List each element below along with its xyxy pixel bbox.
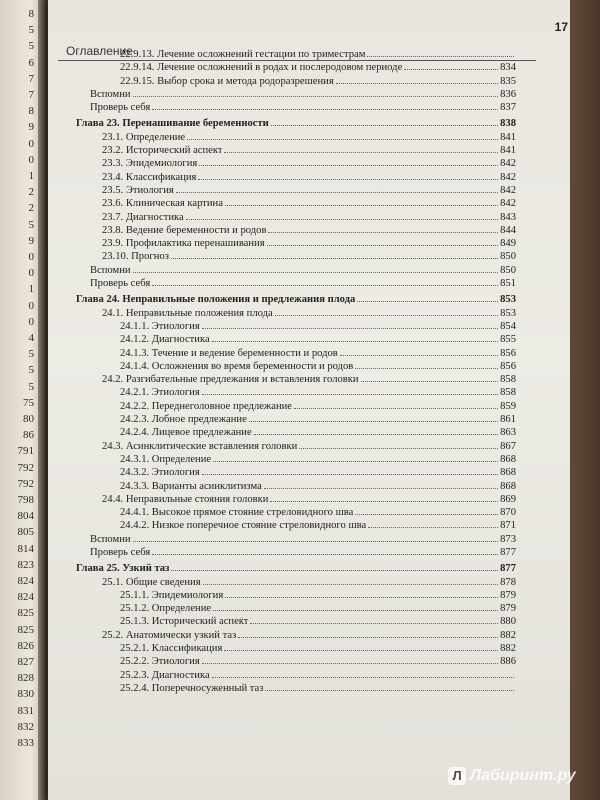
left-page-number: 830: [17, 688, 34, 701]
toc-entry-label: 25.1.2. Определение: [120, 603, 212, 615]
toc-entry-row: [76, 157, 516, 170]
toc-entry-page: 882: [500, 629, 516, 641]
toc-leader-dots: [267, 237, 499, 246]
left-page-number: 5: [28, 380, 34, 393]
toc-entry-page: 871: [500, 520, 516, 532]
left-page-number: 7: [28, 72, 34, 85]
left-page-number: 75: [23, 396, 34, 409]
toc-entry-label: 24.3.2. Этиология: [120, 467, 200, 479]
toc-entry-page: 842: [500, 198, 516, 210]
running-header-title: Оглавление: [66, 44, 133, 58]
toc-entry-page: 841: [500, 131, 516, 143]
toc-entry-page: 856: [500, 347, 516, 359]
toc-entry-label: 25.2.3. Диагностика: [120, 669, 210, 681]
left-page-number: 5: [28, 364, 34, 377]
toc-entry-page: 859: [500, 400, 516, 412]
toc-leader-dots: [238, 629, 498, 638]
toc-entry-page: 886: [500, 656, 516, 668]
left-page-number: 823: [17, 558, 34, 571]
left-page-number: 792: [17, 461, 34, 474]
toc-entry-page: 850: [500, 264, 516, 276]
toc-entry-label: Проверь себя: [90, 278, 151, 290]
toc-entry-row: [76, 347, 516, 360]
toc-entry-row: [76, 144, 516, 157]
toc-entry-row: [76, 682, 516, 695]
toc-leader-dots: [203, 576, 499, 585]
toc-entry-row: [76, 615, 516, 628]
toc-entry-label: Проверь себя: [90, 102, 151, 114]
toc-entry-page: 868: [500, 467, 516, 479]
left-page-number: 5: [28, 348, 34, 361]
toc-leader-dots: [213, 602, 498, 611]
toc-leader-dots: [133, 533, 499, 542]
toc-leader-dots: [368, 519, 498, 528]
left-page-number: 792: [17, 477, 34, 490]
watermark-text: Лабиринт.ру: [470, 767, 576, 784]
toc-entry-page: 869: [500, 493, 516, 505]
toc-leader-dots: [199, 157, 498, 166]
toc-entry-page: 873: [500, 533, 516, 545]
toc-leader-dots: [152, 277, 498, 286]
toc-entry-page: 879: [500, 589, 516, 601]
toc-entry-label: 22.9.14. Лечение осложнений в родах и послеродовом периоде: [120, 62, 403, 74]
toc-entry-label: 24.4.1. Высокое прямое стояние стреловидного шва: [120, 507, 354, 519]
toc-leader-dots: [171, 250, 498, 259]
toc-entry-row: [76, 237, 516, 250]
left-page-number: 804: [17, 510, 34, 523]
toc-leader-dots: [225, 197, 498, 206]
toc-leader-dots: [250, 615, 498, 624]
toc-leader-dots: [265, 682, 514, 691]
toc-leader-dots: [213, 453, 498, 462]
left-page-number: 5: [28, 40, 34, 53]
toc-leader-dots: [133, 264, 499, 273]
toc-entry-row: [76, 493, 516, 506]
left-page-number: 832: [17, 720, 34, 733]
left-page-number: 827: [17, 656, 34, 668]
left-page-number: 80: [23, 413, 34, 425]
toc-entry-label: 24.3. Асинклитические вставления головки: [102, 440, 298, 452]
toc-entry-row: [76, 48, 516, 61]
toc-entry-row: [76, 655, 516, 668]
toc-entry-label: 23.6. Клиническая картина: [102, 198, 223, 210]
left-page-number: 0: [28, 137, 34, 150]
toc-entry-row: [76, 426, 516, 439]
toc-entry-row: [76, 373, 516, 386]
left-page-number: 826: [17, 639, 34, 652]
toc-entry-label: 24.1.1. Этиология: [120, 320, 200, 332]
toc-entry-label: Вспомни: [90, 264, 131, 276]
toc-entry-label: 22.9.13. Лечение осложнений гестации по триместрам: [120, 49, 366, 60]
toc-entry-page: 837: [500, 102, 516, 114]
toc-entry-label: Вспомни: [90, 533, 131, 545]
left-page-number: 1: [28, 283, 34, 296]
left-page-number: 791: [17, 445, 34, 458]
left-page-number: 6: [28, 56, 34, 69]
toc-entry-page: 843: [500, 211, 516, 223]
toc-leader-dots: [198, 171, 498, 180]
toc-entry-label: 25.2.2. Этиология: [120, 656, 200, 668]
toc-leader-dots: [171, 562, 498, 571]
toc-entry-row: [76, 386, 516, 399]
toc-entry-label: Глава 23. Перенашивание беременности: [76, 118, 269, 130]
toc-entry-page: 853: [500, 307, 516, 319]
toc-entry-row: [76, 101, 516, 114]
toc-leader-dots: [275, 307, 498, 316]
toc-entry-row: [76, 440, 516, 453]
toc-entry-row: [76, 333, 516, 346]
toc-entry-page: 849: [500, 238, 516, 250]
toc-entry-page: 838: [500, 118, 516, 130]
toc-entry-label: 23.9. Профилактика перенашивания: [102, 238, 265, 250]
toc-entry-label: 22.9.15. Выбор срока и метода родоразрешения: [120, 75, 334, 87]
toc-entry-page: 861: [500, 414, 516, 426]
toc-entry-row: [76, 533, 516, 546]
toc-chapter-row: [76, 293, 516, 306]
toc-entry-label: 24.3.1. Определение: [120, 453, 212, 465]
toc-entry-row: [76, 61, 516, 74]
toc-leader-dots: [212, 669, 514, 678]
left-page-number: 0: [28, 153, 34, 166]
left-page-number: 8: [28, 8, 34, 20]
toc-entry-page: 858: [500, 374, 516, 386]
toc-entry-row: [76, 360, 516, 373]
toc-entry-label: 23.10. Прогноз: [102, 251, 169, 263]
toc-entry-label: 23.8. Ведение беременности и родов: [102, 224, 267, 236]
left-page-number: 2: [28, 202, 34, 215]
toc-entry-page: 835: [500, 75, 516, 87]
toc-entry-row: [76, 400, 516, 413]
page-number: 17: [554, 20, 568, 34]
toc-entry-page: 867: [500, 440, 516, 452]
toc-entry-row: [76, 131, 516, 144]
left-page-numbers: [0, 0, 36, 800]
toc-entry-row: [76, 589, 516, 602]
site-watermark: [448, 762, 588, 790]
toc-entry-page: 880: [500, 616, 516, 628]
toc-entry-page: 877: [500, 563, 516, 575]
toc-entry-page: 870: [500, 507, 516, 519]
left-page-number: 814: [17, 542, 34, 555]
left-page-number: 824: [17, 591, 34, 604]
toc-leader-dots: [176, 184, 498, 193]
toc-entry-page: 882: [500, 643, 516, 655]
toc-entry-page: 879: [500, 603, 516, 615]
toc-entry-label: 25.1.1. Эпидемиология: [120, 589, 224, 601]
toc-leader-dots: [225, 589, 498, 598]
toc-leader-dots: [133, 88, 499, 97]
table-of-contents: [76, 48, 516, 695]
left-page-number: 5: [28, 24, 34, 37]
toc-entry-label: 24.4. Неправильные стояния головки: [102, 493, 269, 505]
toc-leader-dots: [361, 373, 499, 382]
toc-entry-label: 24.1. Неправильные положения плода: [102, 307, 273, 319]
toc-entry-page: 842: [500, 158, 516, 170]
left-page-number: 0: [28, 251, 34, 263]
toc-leader-dots: [202, 466, 498, 475]
toc-entry-row: [76, 307, 516, 320]
toc-leader-dots: [264, 480, 498, 489]
toc-entry-row: [76, 519, 516, 532]
toc-entry-page: 877: [500, 546, 516, 558]
toc-entry-row: [76, 171, 516, 184]
toc-entry-label: 25.1.3. Исторический аспект: [120, 616, 249, 628]
left-page-number: 5: [28, 218, 34, 231]
toc-entry-page: 853: [500, 294, 516, 306]
toc-entry-row: [76, 264, 516, 277]
left-page-number: 0: [28, 315, 34, 328]
toc-leader-dots: [249, 413, 498, 422]
toc-entry-row: [76, 602, 516, 615]
left-page-number: 825: [17, 623, 34, 636]
toc-entry-page: 855: [500, 334, 516, 346]
toc-entry-page: 850: [500, 251, 516, 263]
left-page-number: 7: [28, 89, 34, 101]
toc-leader-dots: [212, 333, 498, 342]
left-page-number: 805: [17, 526, 34, 539]
toc-entry-label: 24.3.3. Варианты асинклитизма: [120, 480, 262, 492]
toc-entry-label: 24.4.2. Низкое поперечное стояние стреловидного шва: [120, 520, 367, 532]
toc-entry-row: [76, 224, 516, 237]
toc-chapter-row: [76, 117, 516, 130]
toc-leader-dots: [271, 117, 498, 126]
toc-entry-row: [76, 576, 516, 589]
toc-entry-label: 24.2.1. Этиология: [120, 387, 200, 399]
left-page-number: 0: [28, 299, 34, 312]
toc-entry-row: [76, 546, 516, 559]
toc-entry-row: [76, 642, 516, 655]
toc-entry-page: 868: [500, 453, 516, 465]
left-page-number: 831: [17, 704, 34, 717]
toc-leader-dots: [367, 48, 514, 57]
left-page-number: 9: [28, 121, 34, 134]
toc-entry-page: 842: [500, 171, 516, 183]
toc-entry-row: [76, 466, 516, 479]
toc-entry-label: 24.1.3. Течение и ведение беременности и родов: [120, 347, 338, 359]
book-page: [48, 0, 570, 800]
toc-entry-page: 842: [500, 184, 516, 196]
toc-leader-dots: [294, 400, 498, 409]
toc-entry-label: 25.2. Анатомически узкий таз: [102, 629, 237, 641]
toc-entry-row: [76, 413, 516, 426]
toc-entry-page: 841: [500, 145, 516, 157]
toc-entry-label: 23.4. Классификация: [102, 171, 197, 183]
toc-entry-label: 23.2. Исторический аспект: [102, 145, 223, 157]
toc-entry-label: 24.2.3. Лобное предлежание: [120, 414, 247, 426]
toc-leader-dots: [202, 320, 498, 329]
toc-entry-page: 844: [500, 224, 516, 236]
toc-entry-label: 23.7. Диагностика: [102, 211, 184, 223]
toc-entry-page: 854: [500, 320, 516, 332]
toc-entry-row: [76, 506, 516, 519]
toc-entry-label: 23.1. Определение: [102, 131, 186, 143]
left-page-number: 824: [17, 575, 34, 587]
toc-leader-dots: [202, 386, 498, 395]
toc-entry-page: 856: [500, 360, 516, 372]
toc-entry-label: 23.3. Эпидемиология: [102, 158, 198, 170]
toc-leader-dots: [152, 546, 498, 555]
left-page-number: 9: [28, 234, 34, 247]
toc-entry-page: 851: [500, 278, 516, 290]
toc-leader-dots: [202, 655, 498, 664]
toc-leader-dots: [152, 101, 498, 110]
toc-entry-label: 24.2.2. Переднеголовное предлежание: [120, 400, 292, 412]
left-page-number: 825: [17, 607, 34, 620]
toc-entry-row: [76, 88, 516, 101]
toc-entry-label: 25.1. Общие сведения: [102, 576, 201, 588]
toc-leader-dots: [187, 131, 498, 140]
toc-entry-row: [76, 211, 516, 224]
left-page-number: 4: [28, 332, 34, 344]
toc-entry-row: [76, 250, 516, 263]
toc-entry-row: [76, 453, 516, 466]
toc-entry-row: [76, 629, 516, 642]
toc-leader-dots: [224, 642, 498, 651]
toc-entry-page: 863: [500, 427, 516, 439]
toc-entry-row: [76, 197, 516, 210]
toc-leader-dots: [270, 493, 498, 502]
left-page-number: 0: [28, 267, 34, 280]
toc-leader-dots: [357, 293, 498, 302]
toc-leader-dots: [299, 440, 498, 449]
toc-entry-page: 858: [500, 387, 516, 399]
left-page-number: 828: [17, 672, 34, 685]
toc-entry-row: [76, 320, 516, 333]
toc-leader-dots: [355, 506, 498, 515]
toc-leader-dots: [224, 144, 498, 153]
toc-chapter-row: [76, 562, 516, 575]
toc-leader-dots: [355, 360, 498, 369]
left-page-number: 8: [28, 105, 34, 118]
toc-entry-label: Глава 25. Узкий таз: [76, 563, 170, 575]
toc-entry-row: [76, 669, 516, 682]
toc-entry-row: [76, 184, 516, 197]
left-page-number: 86: [23, 429, 34, 442]
left-page-number: 1: [28, 170, 34, 182]
toc-leader-dots: [336, 75, 498, 84]
toc-entry-label: Вспомни: [90, 88, 131, 100]
toc-entry-label: 24.2. Разгибательные предлежания и вставления головки: [102, 374, 359, 386]
left-page-number: 833: [17, 737, 34, 749]
toc-entry-label: 24.2.4. Лицевое предлежание: [120, 427, 252, 439]
left-page-number: 2: [28, 186, 34, 199]
toc-leader-dots: [340, 347, 498, 356]
toc-entry-row: [76, 480, 516, 493]
toc-leader-dots: [268, 224, 498, 233]
toc-entry-page: 834: [500, 62, 516, 74]
toc-entry-label: 25.2.4. Поперечносуженный таз: [120, 682, 264, 694]
toc-entry-page: 836: [500, 88, 516, 100]
toc-leader-dots: [186, 211, 498, 220]
toc-entry-page: 878: [500, 576, 516, 588]
toc-entry-label: 24.1.2. Диагностика: [120, 334, 210, 346]
toc-entry-page: 868: [500, 480, 516, 492]
toc-entry-label: Глава 24. Неправильные положения и предлежания плода: [76, 294, 356, 306]
toc-leader-dots: [404, 61, 498, 70]
toc-entry-label: 25.2.1. Классификация: [120, 643, 223, 655]
toc-entry-label: 24.1.4. Осложнения во время беременности и родов: [120, 360, 354, 372]
left-page-number: 798: [17, 494, 34, 506]
toc-entry-label: Проверь себя: [90, 546, 151, 558]
toc-entry-label: 23.5. Этиология: [102, 184, 174, 196]
labirint-logo-icon: Л: [448, 767, 466, 785]
toc-entry-row: [76, 75, 516, 88]
toc-entry-row: [76, 277, 516, 290]
toc-leader-dots: [254, 426, 498, 435]
